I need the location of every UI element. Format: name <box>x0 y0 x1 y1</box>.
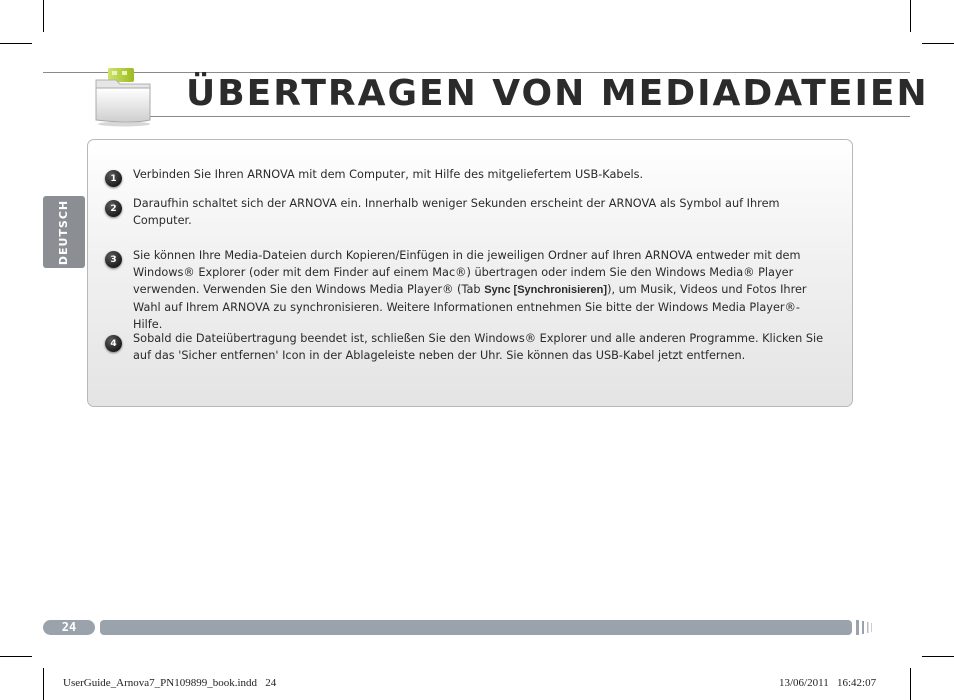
crop-mark <box>0 656 32 657</box>
language-tab <box>43 196 85 268</box>
crop-mark <box>910 668 911 700</box>
step-number-badge: 3 <box>105 251 122 268</box>
step-text: Sobald die Dateiübertragung beendet ist, schließen Sie den Windows® Explorer und alle anderen Programme. Klicken Sie auf das 'Sicher entfernen' Icon in der Ablageleiste neben der Uhr. Sie können das USB-Kabel jetzt entfernen. <box>133 332 824 362</box>
language-tab-label: DEUTSCH <box>57 199 71 265</box>
step-number-badge: 2 <box>105 200 122 217</box>
page-title: ÜBERTRAGEN VON MEDIADATEIEN <box>186 73 929 114</box>
step-text: Daraufhin schaltet sich der ARNOVA ein. Innerhalb weniger Sekunden erscheint der ARNOVA als Symbol auf Ihrem Computer. <box>133 197 780 227</box>
folder-with-usb-icon <box>92 66 156 128</box>
step-text: Verbinden Sie Ihren ARNOVA mit dem Computer, mit Hilfe des mitgeliefertem USB-Kabels. <box>133 168 644 181</box>
step-text-part: Sie können Ihre Media-Dateien durch Kopieren/Einfügen in die jeweiligen Ordner auf Ihren ARNOVA entweder mit dem Windows® Explorer (oder mit dem Finder auf einem Mac®) übertragen oder indem Sie den Windows Media® Player verwenden. Verwenden Sie den Windows Media Player® (Tab <box>133 249 801 296</box>
page-number: 24 <box>43 620 95 635</box>
file-slug: UserGuide_Arnova7_PN109899_book.indd 24 <box>63 677 277 689</box>
step-number-badge: 4 <box>105 335 122 352</box>
crop-mark <box>0 43 32 44</box>
crop-mark <box>922 656 954 657</box>
header-rule-bottom <box>150 116 910 117</box>
step-number-badge: 1 <box>105 170 122 187</box>
footer-bar-end-icon <box>856 620 876 635</box>
sync-tab-label: Sync [Synchronisieren] <box>484 284 608 296</box>
crop-mark <box>922 43 954 44</box>
step-text-part: ), um Musik, Videos und Fotos Ihrer Wahl auf Ihrem ARNOVA zu synchronisieren. Weitere Informationen entnehmen Sie bitte der Windows Media Player®-Hilfe. <box>133 283 807 331</box>
footer-bar <box>100 620 852 635</box>
instructions-panel <box>87 139 853 407</box>
step-text <box>133 247 825 333</box>
crop-mark <box>43 0 44 32</box>
crop-mark <box>43 668 44 700</box>
date-slug: 13/06/2011 16:42:07 <box>779 677 877 689</box>
crop-mark <box>910 0 911 32</box>
